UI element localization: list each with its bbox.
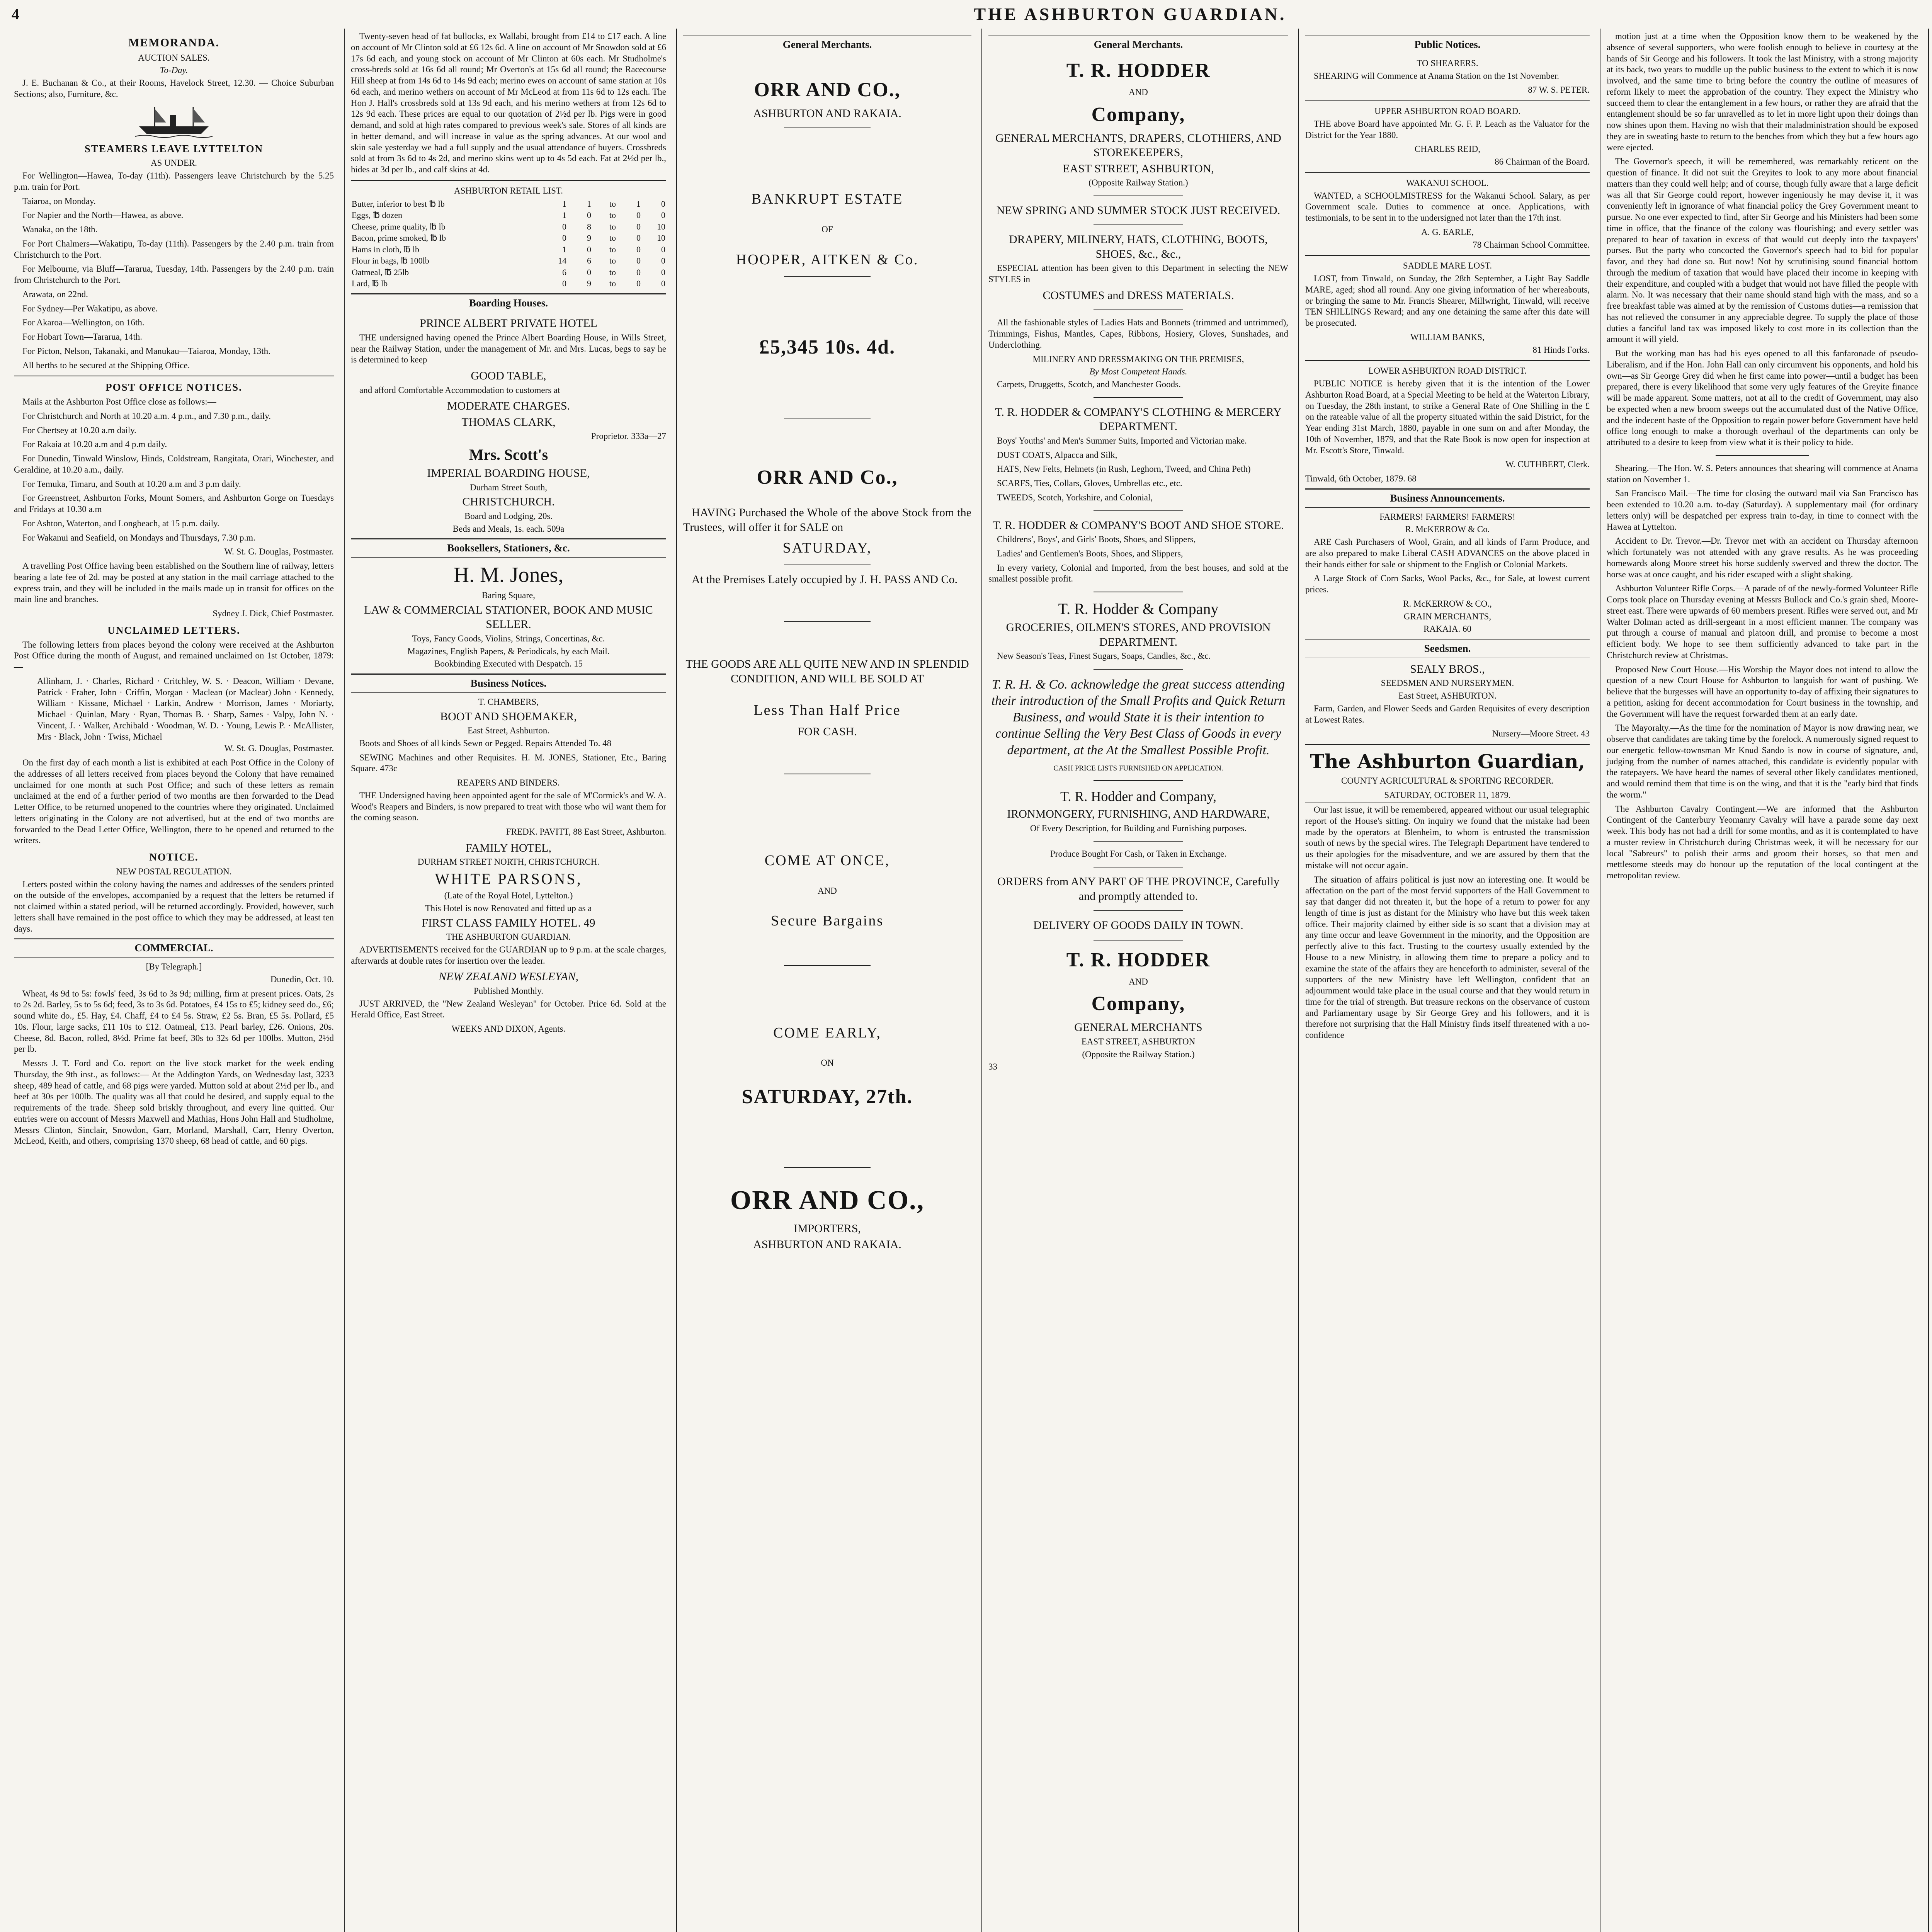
steamer-line: For Picton, Nelson, Takanaki, and Manukau—Taiaroa, Monday, 13th. [22,346,270,356]
retail-price-table [351,198,666,289]
milinery-label: MILINERY AND DRESSMAKING ON THE PREMISES, [1032,354,1244,364]
table-row: Butter, inferior to best ℔ lb 1 1 to 1 0 [352,199,665,209]
masthead-title: THE ASHBURTON GUARDIAN. [974,4,1287,24]
jones-text-2: Magazines, English Papers, & Periodicals, by each Mail. [407,646,610,656]
business-notices-heading: Business Notices. [351,673,666,693]
steamers-subheading: AS UNDER. [150,158,197,168]
orr-and-co-title: ORR AND CO., [754,78,901,101]
earle-name: A. G. EARLE, [1421,227,1474,237]
steamer-line: For Port Chalmers—Wakatipu, To-day (11th). Passengers by the 2.40 p.m. train from Christchurch to the Port. [14,238,334,260]
steamer-line: For Napier and the North—Hawea, as above. [22,210,184,220]
divider [1094,780,1184,781]
hats-line: HATS, New Felts, Helmets (in Rush, Leghorn, Tweed, and China Peth) [997,464,1251,474]
saturday-27th: SATURDAY, 27th. [742,1086,913,1108]
orders-text: ORDERS from ANY PART OF THE PROVINCE, Carefully and promptly attended to. [997,875,1279,903]
general-merchants-heading: General Merchants. [683,35,971,54]
dust-coats: DUST COATS, Alpacca and Silk, [997,450,1117,460]
steamer-line: For Melbourne, via Bluff—Tararua, Tuesday, 14th. Passengers by the 2.40 p.m. train from Christchurch to the Port. [14,264,334,285]
pavitt-signature: FREDK. PAVITT, 88 East Street, Ashburton. [506,827,666,837]
steamer-line: For Hobart Town—Tararua, 14th. [22,332,142,342]
travelling-post-office-text: A travelling Post Office having been established on the Southern line of railway, letters bearing a late fee of 2d. may be posted at any station in the mail carriage attached to the express train, and they will be included in the mails made up in transit for offices on the main line and branches. [14,561,334,604]
hodder-title-2: T. R. HODDER [1066,949,1211,971]
corn-sacks-text: A Large Stock of Corn Sacks, Wool Packs, &c., for Sale, at lowest current prices. [1305,573,1590,594]
post-intro: Mails at the Ashburton Post Office close as follows:— [22,397,216,406]
scott-address: Durham Street South, [470,482,547,492]
steamer-line: Taiaroa, on Monday. [22,196,96,206]
divider [1305,744,1590,745]
post-item: For Greenstreet, Ashburton Forks, Mount Somers, and Ashburton Gorge on Tuesdays and Fridays at 10.30 a.m [14,493,334,514]
white-parsons-sub: (Late of the Royal Hotel, Lyttelton.) [444,891,573,900]
divider [1094,397,1184,398]
thomas-clark-name: THOMAS CLARK, [461,415,556,429]
post-item: For Dunedin, Tinwald Winslow, Hinds, Coldstream, Rangitata, Orari, Winchester, and Geraldine, at 10.20 a.m., daily. [14,454,334,474]
bankrupt-estate: BANKRUPT ESTATE [751,191,903,207]
farmers-heading: FARMERS! FARMERS! FARMERS! [1379,512,1515,522]
boot-store-heading: T. R. HODDER & COMPANY'S BOOT AND SHOE STORE. [993,519,1284,532]
grocery-title: T. R. Hodder & Company [1058,600,1219,617]
reid-title: 86 Chairman of the Board. [1495,157,1590,167]
today-label: To-Day. [160,65,188,75]
reapers-text: THE Undersigned having been appointed agent for the sale of M'Cormick's and W. A. Wood's Reapers and Binders, is now prepared to treat with those who wil want them for the coming season. [351,790,666,823]
mckerrow-name-2: R. McKERROW & CO., [1403,599,1492,609]
hodder-opposite: (Opposite Railway Station.) [1088,178,1188,187]
unclaimed-note: On the first day of each month a list is exhibited at each Post Office in the Colony of the addresses of all letters received from places beyond the Colony that have remained unclaimed for one month at such Post Office; and such of these letters as remain unclaimed at the end of a further period of two months are then forwarded to the Dead Letter Office, to be returned unopened to the countries where they originated. Unclaimed letters originating in the Colony are not advertised, but at the end of two months are forwarded to the Dead Letter Office, Wellington, there to be opened and returned to the writers. [14,758,334,845]
steamer-line: All berths to be secured at the Shipping Office. [22,360,190,370]
divider [1094,910,1184,911]
column-2 [344,29,672,1932]
news-item: Ashburton Volunteer Rifle Corps.—A parade of of the newly-formed Volunteer Rifle Corps took place on Thursday evening at Messrs Bullock and Co.'s grain shed, Moore-street east. There were upwards of 60 members present. Rifles were served out, and Mr Walter Dolman acted as drill-sergeant in a most efficient manner. The company was put through a course of manual and platoon drill, and promise to become a most efficient body. We hope to see them sufficiently advanced to take part in the Christchurch review at Christmas. [1607,583,1918,660]
steamship-icon [135,103,213,138]
table-row: Flour in bags, ℔ 100lb 14 6 to 0 0 [352,256,665,265]
jones-text-3: Bookbinding Executed with Despatch. 15 [434,659,583,669]
scott-subtitle: IMPERIAL BOARDING HOUSE, [427,467,590,480]
booksellers-heading: Booksellers, Stationers, &c. [351,538,666,558]
costumes-label: COSTUMES and DRESS MATERIALS. [1043,289,1234,302]
orr-location-3: ASHBURTON AND RAKAIA. [753,1238,901,1251]
rakaia-label: RAKAIA. 60 [1423,624,1471,634]
column-6 [1600,29,1924,1932]
postal-regulation-heading: NEW POSTAL REGULATION. [116,866,232,876]
price-lists-note: CASH PRICE LISTS FURNISHED ON APPLICATION. [1053,764,1223,773]
cuthbert-signature: W. CUTHBERT, Clerk. [1505,459,1590,469]
orr-and-co-title-2: ORR AND Co., [757,466,898,488]
sealy-text: Farm, Garden, and Flower Seeds and Garden Requisites of every description at Lowest Rates. [1305,703,1590,724]
guardian-subtitle: COUNTY AGRICULTURAL & SPORTING RECORDER. [1341,776,1554,786]
post-item: For Rakaia at 10.20 a.m and 4 p.m daily. [22,439,167,449]
news-item: The Ashburton Cavalry Contingent.—We are informed that the Ashburton Contingent of the Canterbury Yeomanry Cavalry will have a parade some day next week. This body has not had a drill for some months, and as it is contemplated to have a muster review in Christchurch during Christmas week, it will be necessary for our local "Sabreurs" to polish their arms and groom their horses, so that men and mettlesome steeds may do honour up the reputation of the local contingent at the metropolitan review. [1607,804,1918,880]
chambers-text: Boots and Shoes of all kinds Sewn or Pegged. Repairs Attended To. 48 [359,738,612,748]
drapery-list: DRAPERY, MILINERY, HATS, CLOTHING, BOOTS, SHOES, &c., &c., [1009,233,1268,260]
jones-subtitle: LAW & COMMERCIAL STATIONER, BOOK AND MUSIC SELLER. [364,603,653,631]
seedsmen-heading: Seedsmen. [1305,639,1590,658]
divider [1094,510,1184,511]
steamer-line: Arawata, on 22nd. [22,289,88,299]
saturday-label: SATURDAY, [782,540,872,556]
come-early: COME EARLY, [773,1024,881,1041]
especial-text: ESPECIAL attention has been given to this Department in selecting the NEW STYLES in [988,263,1288,284]
clothing-department-heading: T. R. HODDER & COMPANY'S CLOTHING & MERCERY DEPARTMENT. [995,405,1282,433]
lower-ashburton-text: PUBLIC NOTICE is hereby given that it is the intention of the Lower Ashburton Road Board, at a Special Meeting to be held at the Waterton Library, on Tuesday, the 28th instant, to strike a General Rate of One Shilling in the £ on the rateable value of all the property situated within the said District, for the Year ending 31st March, 1880, payable in one sum on and after Monday, the 10th of November, 1879, and that the Rate Book is now open for inspection at Mr. Escott's Store, Tinwald. [1305,379,1590,455]
mckerrow-text: ARE Cash Purchasers of Wool, Grain, and all kinds of Farm Produce, and are also prepared to make Liberal CASH ADVANCES on the above placed in their hands either for sale or shipment to the English or Colonial Markets. [1305,537,1590,569]
notice-heading: NOTICE. [149,851,199,863]
boys-suits: Boys' Youths' and Men's Summer Suits, Imported and Victorian make. [997,435,1247,446]
banks-location: 81 Hinds Forks. [1532,345,1590,355]
tweeds-line: TWEEDS, Scotch, Yorkshire, and Colonial, [997,492,1153,502]
postal-regulation-text: Letters posted within the colony having the names and addresses of the senders printed on the outside of the envelopes, accompanied by a request that the letters be returned if not claimed within a stated period, will be returned accordingly. Provided, however, such letters shall have remained in the post office to which they may be addressed, at least ten days. [14,879,334,934]
article-paragraph: The Governor's speech, it will be remembered, was remarkably reticent on the question of finance. It did not suit the Greyites to look to any more about financial matters than they could well help; and of course, though fully aware that a large deficit was all that Sir George could report, however ingeniously he may devise it, it was conveniently left in ignorance of what financial policy the Grey Government meant to pursue. No one ever expected to find, after Sir George and his Ministers had been some time in office, that the finance of the colony was flourishing; and every settler was prepared to hear of taxation in excess of that would cut deeply into the taxpayers' purses. But the party who concocted the Governor's speech had to bid for popular favor, and they had done so. But now! Not by scrutinising sound financial bottom through the medium of taxation that would have placed their income in keeping with their expenditure, and coupled with a budget that would not have filled the people with alarm. No. It was necessary that their name should stand high with the mass, and so a free breakfast table was aimed at by the remission of Customs duties—a remission that has not relieved the consumer in any appreciable degree. To supply the place of those duties a fanciful land tax was imposed likely to cost more in its collection than the amount it will yield. [1607,156,1918,344]
post-item: For Ashton, Waterton, and Longbeach, at 15 p.m. daily. [22,518,219,528]
post-item: For Wakanui and Seafield, on Mondays and Thursdays, 7.30 p.m. [22,532,255,543]
chambers-name: T. CHAMBERS, [478,697,539,707]
unclaimed-signature: W. St. G. Douglas, Postmaster. [224,743,334,753]
divider [1305,360,1590,361]
trh-statement: T. R. H. & Co. acknowledge the great success attending their introduction of the Small Profits and Quick Return Business, and would State it is their intention to continue Selling the Very Best Class of Goods in every department, at the At the Smallest Possible Profit. [991,677,1286,757]
importers-label: IMPORTERS, [793,1222,861,1235]
ford-report: Messrs J. T. Ford and Co. report on the live stock market for the week ending Thursday, the 9th inst., as follows:— At the Addington Yards, on Wednesday last, 3233 sheep, 489 head of cattle, and 68 pigs were yarded. Mutton sold at about 2½d per lb., and beef at 30s per 100lb. The quality was all that could be desired, and supply equal to the requirements of the trade. Sheep sold briskly throughout, and every line quitted. Our entries were on account of Messrs Maxwell and Mathias, Hons John Hall and Studholme, Messrs Clinton, Sinclair, Snowdon, Garr, Morland, Marshall, Carr, Henry Overton, McLeod, Keith, and others, comprising 1370 sheep, 68 head of cattle, and 60 pigs. [14,1058,334,1146]
unclaimed-letters-heading: UNCLAIMED LETTERS. [107,624,240,636]
hotel-text: This Hotel is now Renovated and fitted up as a [425,903,592,913]
post-office-heading: POST OFFICE NOTICES. [105,381,242,393]
carpets-text: Carpets, Druggetts, Scotch, and Manchester Goods. [997,379,1181,389]
shearing-notice: SHEARING will Commence at Anama Station on the 1st November. [1314,71,1559,81]
news-item: Proposed New Court House.—His Worship the Mayor does not intend to allow the question of a new Court House for Ashburton to languish for want of pushing. We believe that the burgesses will have an opportunity to-day of affixing their signatures to a petition, asking for decent accommodation for Court business in the township, and the Government will have the request forwarded them at an early date. [1607,664,1918,719]
hooper-aitken: HOOPER, AITKEN & Co. [736,251,919,268]
teas-text: New Season's Teas, Finest Sugars, Soaps, Candles, &c., &c. [997,651,1211,661]
hodder-company: Company, [1091,103,1185,126]
table-row: Bacon, prime smoked, ℔ lb 0 9 to 0 10 [352,233,665,243]
ironmongery-title: T. R. Hodder and Company, [1060,789,1216,804]
nursery-label: Nursery—Moore Street. 43 [1492,729,1590,739]
table-row: Cheese, prime quality, ℔ lb 0 8 to 0 10 [352,221,665,231]
jones-title: H. M. Jones, [453,563,564,587]
having-purchased-text: HAVING Purchased the Whole of the above Stock from the Trustees, will offer it for SALE on [683,506,971,534]
divider [784,1167,871,1168]
column-4 [981,29,1294,1932]
wakanui-text: WANTED, a SCHOOLMISTRESS for the Wakanui School. Salary, as per Government scale. Duties to commence at once. Applications, with testimonials, to be sent in to the undersigned not later than the 17th inst. [1305,190,1590,223]
post-item: For Temuka, Timaru, and South at 10.20 a.m and 3 p.m daily. [22,479,241,489]
guardian-masthead: The Ashburton Guardian, [1310,750,1585,773]
retail-list-heading: ASHBURTON RETAIL LIST. [454,185,563,196]
table-row: Lard, ℔ lb 0 9 to 0 0 [352,279,665,288]
scott-beds: Beds and Meals, 1s. each. 509a [452,524,565,534]
reapers-title: REAPERS AND BINDERS. [457,778,560,787]
auction-text: J. E. Buchanan & Co., at their Rooms, Havelock Street, 12.30. — Choice Suburban Sections; also, Furniture, &c. [14,78,334,99]
unclaimed-names: Allinham, J. · Charles, Richard · Critchley, W. S. · Deacon, William · Devane, Patrick · Fraher, John · Criffin, Morgan · Maclean (or Maclear) John · Kennedy, William · Kissane, Michael · Larkin, Andrew · Morrison, James · Moriarty, Michael · Quinlan, Mary · Ryan, Thomas B. · Sharp, Sames · Valpy, John N. · Vincent, J. · Walker, Archibald · Woodman, W. D. · Young, Lewis P. · McAllister, Mrs · Black, John · Twiss, Michael [37,676,334,742]
saddle-mare-text: LOST, from Tinwald, on Sunday, the 28th September, a Light Bay Saddle MARE, aged; shod all round. Any one giving information of her whereabouts, or bringing the same to Mr. Francis Shearer, Millwright, Tinwald, will receive TEN SHILLINGS Reward; and any one detaining the same after this date will be prosecuted. [1305,274,1590,328]
column-3 [676,29,978,1932]
mrs-scott-title: Mrs. Scott's [469,446,548,463]
general-merchants-heading: General Merchants. [988,35,1288,54]
table-row: Oatmeal, ℔ 25lb 6 0 to 0 0 [352,267,665,277]
orr-location: ASHBURTON AND RAKAIA. [753,107,901,120]
family-hotel-address: DURHAM STREET NORTH, CHRISTCHURCH. [417,857,600,867]
hodder-general-2: GENERAL MERCHANTS [1074,1021,1202,1034]
jones-address: Baring Square, [482,590,535,600]
commercial-heading: COMMERCIAL. [14,938,334,957]
page-header [8,3,1932,26]
market-report: Twenty-seven head of fat bullocks, ex Wallabi, brought from £14 to £17 each. A line on account of Mr Clinton sold at £6 12s 6d. A line on account of Mr Snowdon sold at £6 17s 6d each, and young stock on account of Mr Clinton at 60s each. Mr Studholme's cross-breds sold at 16s 6d all round; Mr Overton's at 15s 6d all round; the Racecourse Hill sheep at from 14s 6d to 14s 9d each; merino ewes on account of same station at 10s 6d each, and merino wethers on account of Mr McLeod at from 11s 6d to 12s each. The Hon J. Hall's crossbreds sold at 13s 9d each, and his merino wethers at from 12s 6d to 12s 9d each. These prices are equal to our quotation of 2½d per lb. Pigs were in good demand, and sold at high rates compared to previous week's sale. Stores of all kinds are in better demand, and will increase in value as the spring advances. At our wool and skin sale yesterday we had a full supply and the usual attendance of buyers. Crossbreds sold at from 3s 6d to 4s 2d, and merino skins went up to 4s 5d each. Fat at 2½d per lb., hides at 3d per lb., and calf skins at 4d. [351,31,666,174]
leader-paragraph: The situation of affairs political is just now an interesting one. It would be affectation on the part of the most fervid supporters of the Hall Government to say that danger did not threaten it, but the hope of a return to power for any length of time is just as distant for the Ministry who have but this week taken office. Their majority claimed by either side is so scant that a division may at any time occur and leave Government in the minority, and the Opposition are perfectly alive to this fact. Trusting to the courtesy usually extended by the House to a new Ministry, in allowing them time to prepare a policy and to examine the state of the affairs they are henceforth to administer, several of the supporters of the new Ministry have left Wellington, confident that an adjournment would take place in the usual course and that they would return in time for the trial of strength. But treasure reckons on the observance of custom and Parliamentary usage by Sir George Grey and his followers, and it is therefore not surprising that the Hall Ministry finds itself threatened with a no-confidence [1305,874,1590,1040]
unclaimed-intro: The following letters from places beyond the colony were received at the Ashburton Post Office during the month of August, and remained unclaimed on 1st October, 1879:— [14,639,334,672]
prince-albert-text: THE undersigned having opened the Prince Albert Boarding House, in Wills Street, near the Railway Station, under the management of Mr. and Mrs. Lucas, begs to say he is determined to keep [351,332,666,365]
weeks-dixon: WEEKS AND DIXON, Agents. [451,1024,566,1034]
chambers-trade: BOOT AND SHOEMAKER, [440,710,577,723]
less-than-half-price: Less Than Half Price [753,702,901,718]
steamer-line: For Akaroa—Wellington, on 16th. [22,318,145,328]
produce-bought: Produce Bought For Cash, or Taken in Exchange. [1050,849,1226,859]
table-row: Hams in cloth, ℔ lb 1 0 to 0 0 [352,244,665,254]
grocery-department: GROCERIES, OILMEN'S STORES, AND PROVISION DEPARTMENT. [1006,621,1271,648]
column-1 [8,29,340,1932]
reid-name: CHARLES REID, [1415,144,1480,154]
mckerrow-name: R. McKERROW & Co. [1405,524,1490,534]
post-item: For Chertsey at 10.20 a.m daily. [22,425,136,435]
upper-ashburton-title: UPPER ASHBURTON ROAD BOARD. [1374,106,1520,116]
page-number: 4 [12,5,19,23]
table-row: Eggs, ℔ dozen 1 0 to 0 0 [352,210,665,220]
wesleyan-title: NEW ZEALAND WESLEYAN, [438,970,579,983]
steamers-heading: STEAMERS LEAVE LYTTELTON [84,143,264,155]
for-cash-label: FOR CASH. [798,725,857,738]
white-parsons-name: WHITE PARSONS, [435,870,582,888]
family-hotel-title: FAMILY HOTEL, [466,841,551,854]
chief-postmaster-signature: Sydney J. Dick, Chief Postmaster. [213,609,334,618]
news-item: The Mayoralty.—As the time for the nomination of Mayor is now drawing near, we observe that candidates are taking time by the forelock. A numerously signed request to our energetic fellow-townsman Mr Knud Sando is now in course of signature, and, judging from the number of names attached, this candidate is evidently popular with the ratepayers. We have heard the names of several other likely candidates mentioned, and would remind them that time is on the wing, and that it is the "early bird that finds the worm." [1607,723,1918,799]
article-paragraph: motion just at a time when the Opposition know them to be weakened by the absence of several supporters, who were foolish enough to believe in courtesy at the hands of Sir George and his followers. It took the last Ministry, with a strong majority at its back, two years to muddle up the public business to the extent to which it is now involved, and the same time to bring before the country the outline of measures of reform likely to meet the approbation of the country. They expect the Ministry who succeed them to clear the entanglement in a few hours, or rather they are afraid that the entanglement should be so far unravelled as to let in more light upon their doings than now shines upon them. Having no wish that their maladministration should be exposed they are in sweating haste to return to the benches from which they but a few hours ago were ejected. [1607,31,1918,152]
sealy-address: East Street, ASHBURTON. [1398,691,1497,701]
moderate-charges-label: MODERATE CHARGES. [447,400,570,413]
divider [351,180,666,181]
orr-and-co-title-3: ORR AND CO., [730,1185,925,1215]
good-table-label: GOOD TABLE, [471,369,546,382]
hodder-description: GENERAL MERCHANTS, DRAPERS, CLOTHIERS, AND STOREKEEPERS, [995,131,1281,159]
steamer-line: For Wellington—Hawea, To-day (11th). Passengers leave Christchurch by the 5.25 p.m. train for Port. [14,171,334,192]
shearers-title: TO SHEARERS. [1417,58,1478,68]
lower-ashburton-title: LOWER ASHBURTON ROAD DISTRICT. [1368,366,1527,376]
tinwald-date: Tinwald, 6th October, 1879. 68 [1305,474,1417,483]
jones-text: Toys, Fancy Goods, Violins, Strings, Concertinas, &c. [412,633,605,643]
and-label: AND [818,886,837,896]
boarding-houses-heading: Boarding Houses. [351,293,666,313]
business-announcements-heading: Business Announcements. [1305,488,1590,508]
fashionable-text: All the fashionable styles of Ladies Hats and Bonnets (trimmed and untrimmed), Trimmings, Fishus, Mantles, Capes, Ribbons, Hosiery, Gloves, Sunshades, and Underclothing. [988,318,1288,350]
hodder-company-2: Company, [1091,993,1185,1015]
sewing-machines-text: SEWING Machines and other Requisites. H. M. JONES, Stationer, Etc., Baring Square. 473c [351,752,666,774]
divider [1305,172,1590,173]
upper-ashburton-text: THE above Board have appointed Mr. G. F. P. Leach as the Valuator for the District for the Year 1880. [1305,119,1590,140]
peter-signature: 87 W. S. PETER. [1528,85,1590,95]
divider [784,621,871,622]
article-paragraph: But the working man has had his eyes opened to all this fanfaronade of pseudo-Liberalism, and if the Hon. John Hall can only circumvent his opponents, and hold his own—as Sir George Grey did when he first came into power—until a budget has been prepared, there is every likelihood that some very ugly features of the Greyite finance will be made apparent. Some matters, not at all to the credit of Government, may also be expected when a new broom sweeps out the accumulated dust of the Native Office, and the indecent haste of the Opposition to regain power before Government have held office long enough to make a thorough overhaul of the departments can only be attributed to a desire to keep from view what it is their policy to hide. [1607,349,1918,447]
memoranda-heading: MEMORANDA. [128,36,219,49]
hotel-class: FIRST CLASS FAMILY HOTEL. 49 [422,916,595,929]
ladies-boots: Ladies' and Gentlemen's Boots, Shoes, and Slippers, [997,548,1183,558]
every-variety: In every variety, Colonial and Imported, from the best houses, and sold at the smallest possible profit. [988,563,1288,584]
saddle-mare-title: SADDLE MARE LOST. [1403,261,1492,271]
hodder-address-2: EAST STREET, ASHBURTON [1081,1036,1196,1046]
steamer-line: Wanaka, on the 18th. [22,224,98,234]
wesleyan-text: JUST ARRIVED, the "New Zealand Wesleyan" for October. Price 6d. Sold at the Herald Office, East Street. [351,998,666,1020]
divider [1094,669,1184,670]
earle-title: 78 Chairman School Committee. [1473,240,1590,250]
prince-albert-text-2: and afford Comfortable Accommodation to customers at [359,385,560,395]
divider [784,276,871,277]
secure-bargains: Secure Bargains [770,913,884,929]
ad-number: 33 [988,1062,997,1072]
guardian-advert-title: THE ASHBURTON GUARDIAN. [446,932,571,942]
scott-board: Board and Lodging, 20s. [464,511,553,521]
ironmongery-label: IRONMONGERY, FURNISHING, AND HARDWARE, [1007,808,1270,820]
childrens-boots: Childrens', Boys', and Girls' Boots, Shoes, and Slippers, [997,534,1196,544]
guardian-date: SATURDAY, OCTOBER 11, 1879. [1305,788,1590,803]
public-notices-heading: Public Notices. [1305,35,1590,54]
scott-city: CHRISTCHURCH. [462,495,555,509]
telegraph-label: [By Telegraph.] [146,962,202,971]
hodder-and: AND [1129,87,1148,97]
steamer-line: For Sydney—Per Wakatipu, as above. [22,303,158,313]
leader-paragraph: Our last issue, it will be remembered, appeared without our usual telegraphic report of the House's sitting. On inquiry we found that the mistake had been made by the operators at Blenheim, to whom is entrusted the transmission south of news by the special wires. The Telegraph Department have tendered to us their apologies for the misadventure, and we are assured by them that the mistake will not occur again. [1305,805,1590,870]
banks-name: WILLIAM BANKS, [1410,332,1485,342]
dunedin-dateline: Dunedin, Oct. 10. [270,974,334,984]
estate-amount: £5,345 10s. 4d. [759,336,896,358]
hodder-address: EAST STREET, ASHBURTON, [1063,162,1214,175]
postmaster-signature: W. St. G. Douglas, Postmaster. [224,547,334,557]
column-5 [1298,29,1596,1932]
post-item: For Christchurch and North at 10.20 a.m. 4 p.m., and 7.30 p.m., daily. [22,411,271,421]
guardian-advert-text: ADVERTISEMENTS received for the GUARDIAN up to 9 p.m. at the scale charges, afterwards at double rates for insertion over the leader. [351,944,666,966]
wakanui-title: WAKANUI SCHOOL. [1406,178,1489,188]
chambers-address: East Street, Ashburton. [467,726,550,735]
new-spring-stock: NEW SPRING AND SUMMER STOCK JUST RECEIVED. [996,204,1281,217]
sealy-subtitle: SEEDSMEN AND NURSERYMEN. [1381,678,1514,688]
divider [784,965,871,966]
scarfs-line: SCARFS, Ties, Collars, Gloves, Umbrellas etc., etc. [997,478,1182,488]
grain-merchants: GRAIN MERCHANTS, [1403,611,1492,621]
hodder-and-2: AND [1129,976,1148,986]
every-description: Of Every Description, for Building and Furnishing purposes. [1030,823,1247,833]
come-at-once: COME AT ONCE, [764,852,890,869]
commercial-text: Wheat, 4s 9d to 5s: fowls' feed, 3s 6d to 3s 9d; milling, firm at present prices. Oats, 2s to 2s 2d. Barley, 5s to 5s 6d; feed, 3s to 3s 6d. Potatoes, £4 15s to £5; kidney seed do., £6; sound white do., £5. Hay, £4. Chaff, £4 to £4 5s. Straw, £2 5s. Bran, £5 5s. Pollard, £5 10s. Flour, large sacks, £11 10s to £12. Oatmeal, £13. Pearl barley, £26. Onions, 20s. Cheese, 8d. Bacon, rolled, 8½d. Prime fat beef, 30s to 32s 6d per 100lbs. Mutton, 2½d per lb. [14,988,334,1054]
news-item: San Francisco Mail.—The time for closing the outward mail via San Francisco has been extended to 10.20 a.m. to-day (Saturday). A supplementary mail (for ordinary letters only) will be despatched per express train to-day, in time to connect with the Hawea at Lyttelton. [1607,488,1918,532]
news-item: Shearing.—The Hon. W. S. Peters announces that shearing will commence at Anama station on November 1. [1607,463,1918,484]
divider [1305,100,1590,101]
wesleyan-sub: Published Monthly. [474,986,543,996]
of-label: OF [821,224,833,234]
divider [1094,224,1184,225]
divider [1716,455,1809,456]
goods-text: THE GOODS ARE ALL QUITE NEW AND IN SPLENDID CONDITION, AND WILL BE SOLD AT [685,658,969,685]
competent-hands: By Most Competent Hands. [1089,367,1187,377]
sealy-name: SEALY BROS., [1410,662,1485,675]
premises-text: At the Premises Lately occupied by J. H. PASS AND Co. [692,573,958,586]
on-label: ON [821,1058,834,1068]
divider [1305,255,1590,256]
prince-albert-title: PRINCE ALBERT PRIVATE HOTEL [420,317,597,330]
clark-proprietor: Proprietor. 333a—27 [591,431,666,441]
hodder-title: T. R. HODDER [1066,59,1211,82]
hodder-opposite-2: (Opposite the Railway Station.) [1082,1049,1195,1059]
column-7 [1928,29,1932,1932]
delivery-text: DELIVERY OF GOODS DAILY IN TOWN. [1033,919,1243,932]
auction-sales-heading: AUCTION SALES. [138,53,210,63]
news-item: Accident to Dr. Trevor.—Dr. Trevor met with an accident on Thursday afternoon which fortunately was not attended with any grave results. As he was proceeding homewards along Moore street his horse suddenly swerved and threw the doctor. The horse was at once caught, and his rider escaped with a slight shaking. [1607,536,1918,579]
divider [1094,841,1184,842]
